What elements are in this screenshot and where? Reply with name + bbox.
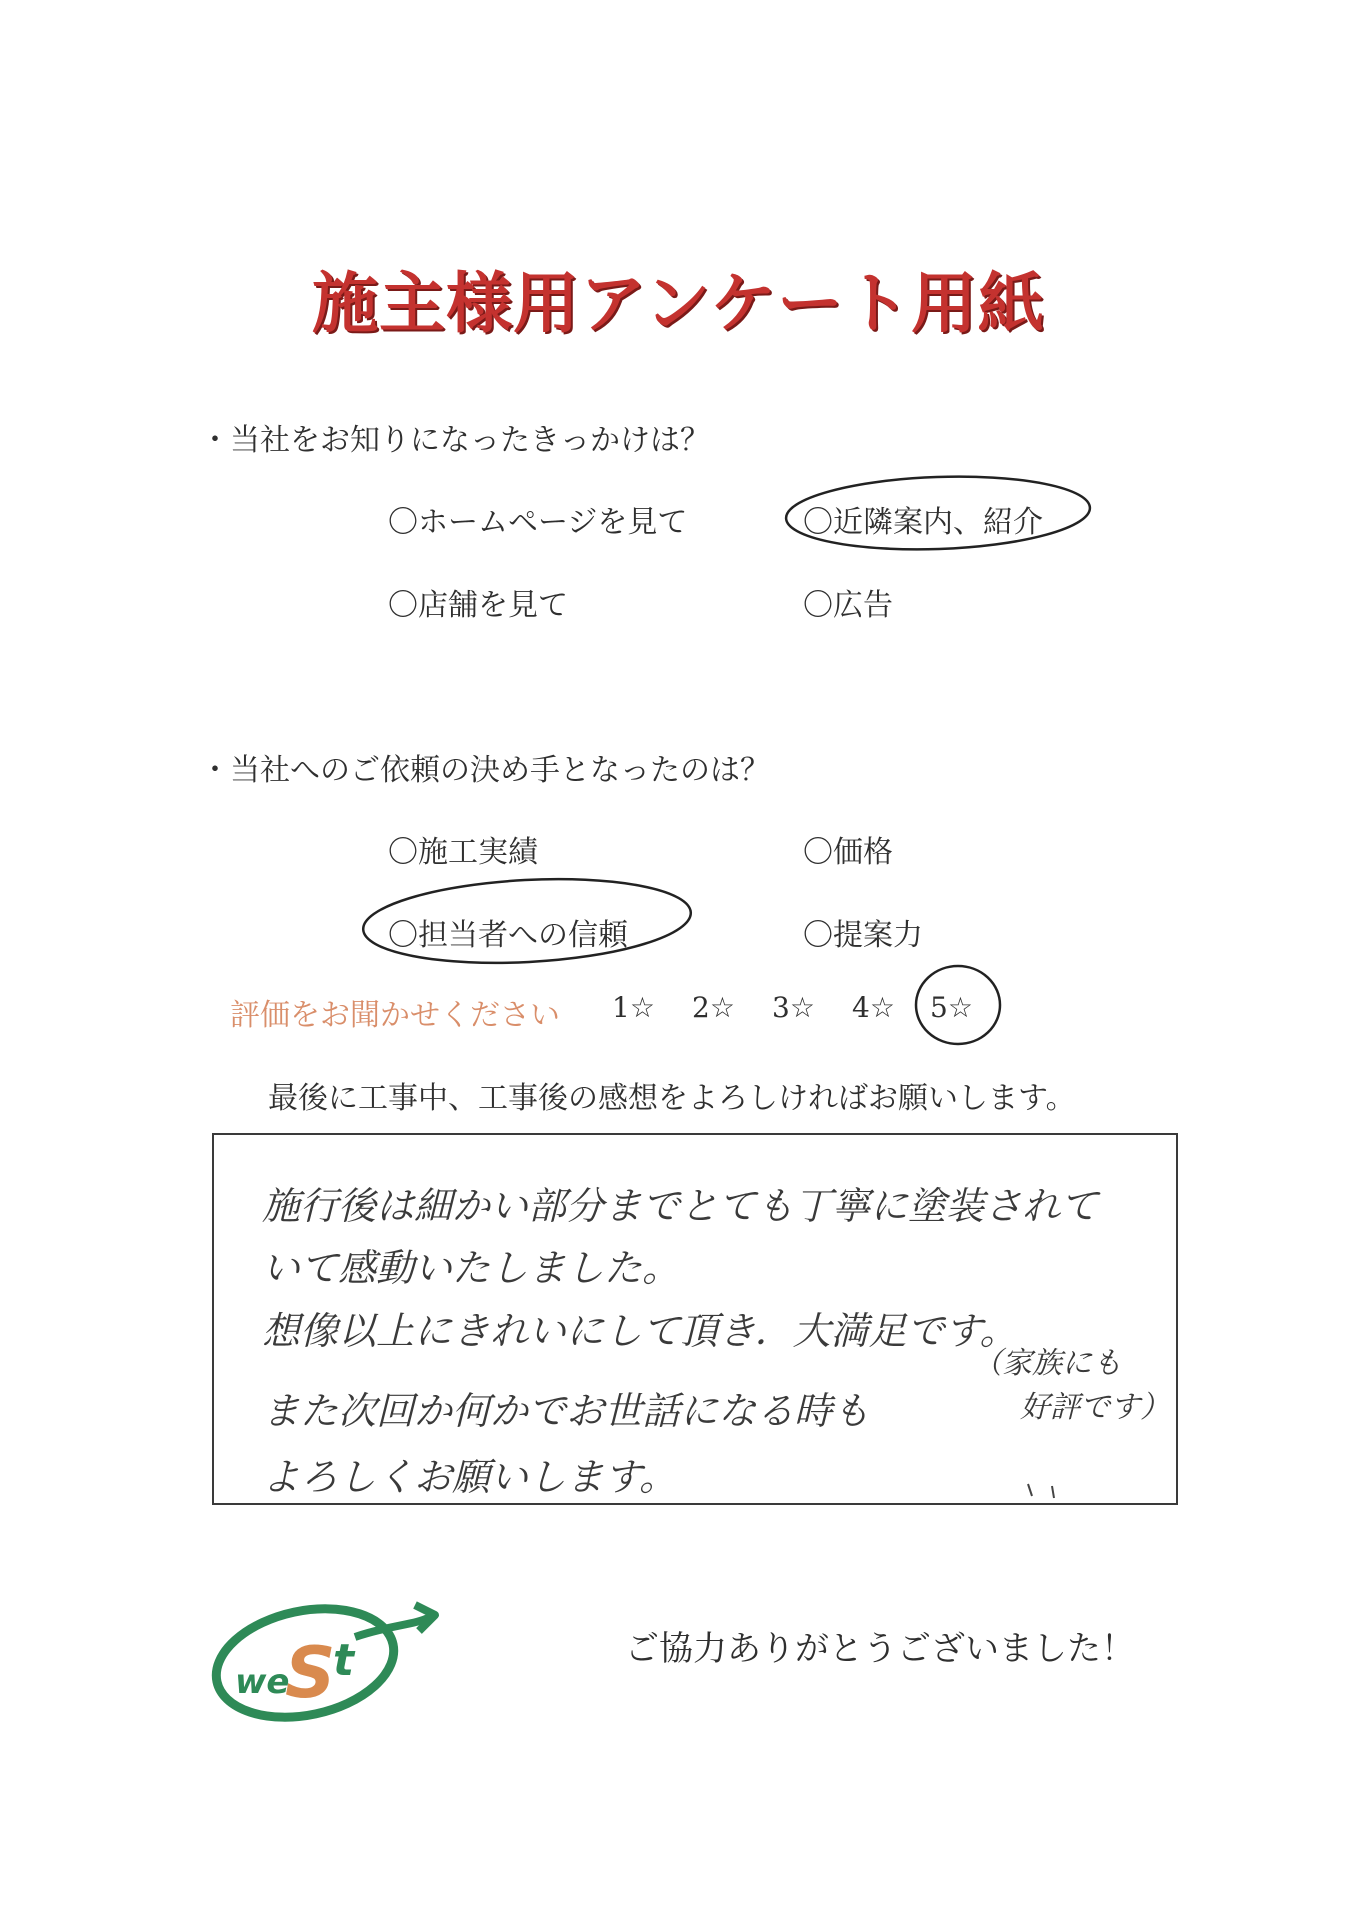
rating-star-5[interactable]: 5☆ [930, 991, 973, 1024]
q1-option-store[interactable]: 〇店舗を見て [388, 588, 568, 623]
q2-option-track-record[interactable]: 〇施工実績 [388, 835, 538, 870]
comment-line-1: 施行後は細かい部分までとても丁寧に塗装されて [262, 1184, 1099, 1228]
rating-star-2[interactable]: 2☆ [692, 991, 735, 1024]
svg-text:S: S [285, 1632, 336, 1714]
rating-star-1[interactable]: 1☆ [612, 991, 655, 1024]
comment-line-3: 想像以上にきれいにして頂き．大満足です。 [262, 1309, 1018, 1353]
comment-prompt: 最後に工事中、工事後の感想をよろしければお願いします。 [268, 1081, 1076, 1116]
thanks-message: ご協力ありがとうございました！ [625, 1629, 1135, 1669]
q2-option-price[interactable]: 〇価格 [803, 835, 893, 870]
svg-text:t: t [333, 1635, 355, 1686]
comment-line-5: よろしくお願いします。 [262, 1455, 677, 1499]
question-2: ・当社へのご依頼の決め手となったのは？ [200, 753, 770, 788]
comment-aside-1: （家族にも [972, 1346, 1122, 1381]
q1-option-neighborhood[interactable]: 〇近隣案内、紹介 [803, 505, 1043, 540]
comment-line-4: また次回か何かでお世話になる時も [262, 1389, 871, 1433]
q1-option-ad[interactable]: 〇広告 [803, 588, 893, 623]
q1-option-homepage[interactable]: 〇ホームページを見て [388, 505, 688, 540]
rating-star-3[interactable]: 3☆ [772, 991, 815, 1024]
q2-option-proposal[interactable]: 〇提案力 [803, 918, 923, 953]
comment-line-2: いて感動いたしました。 [262, 1246, 681, 1290]
rating-star-4[interactable]: 4☆ [852, 991, 895, 1024]
comment-aside-2: 好評です） [1020, 1390, 1170, 1425]
rating-label: 評価をお聞かせください [230, 998, 560, 1033]
company-logo [205, 1585, 445, 1735]
svg-text:we: we [235, 1662, 290, 1702]
question-1: ・当社をお知りになったきっかけは？ [200, 423, 710, 458]
q2-option-trust[interactable]: 〇担当者への信頼 [388, 918, 628, 953]
survey-title: 施主様用アンケート用紙 [311, 265, 1046, 342]
